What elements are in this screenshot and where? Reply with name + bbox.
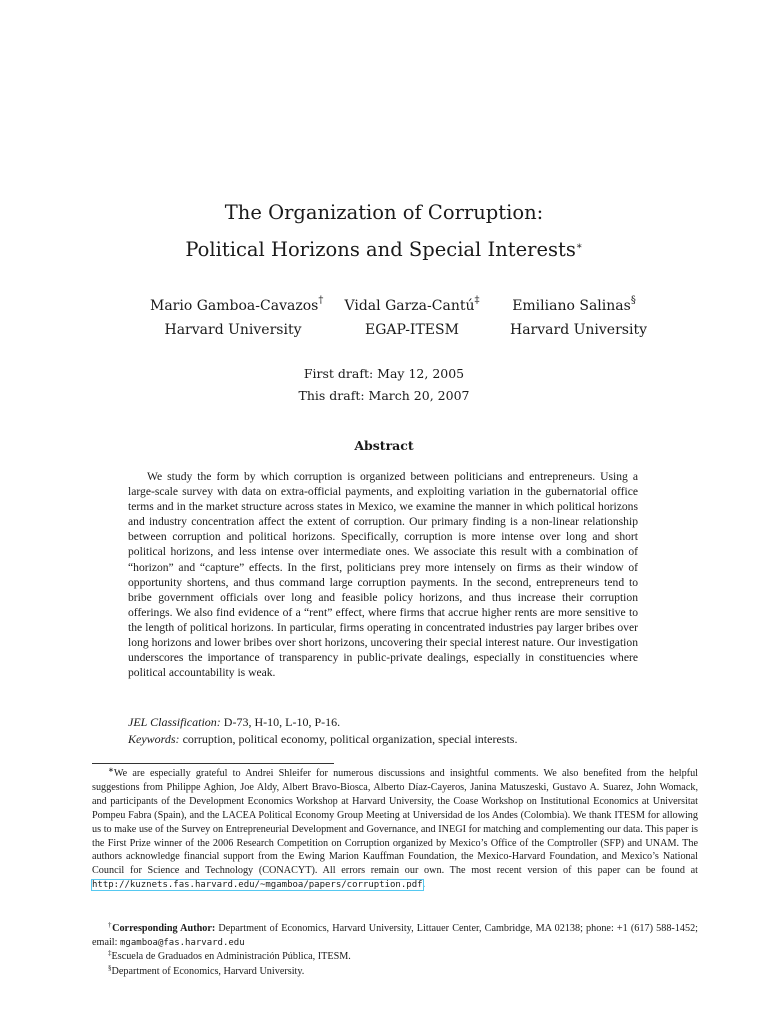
jel-classification: [128, 716, 638, 728]
footnote-mark: ‡: [108, 949, 112, 958]
author-name: Mario Gamboa-Cavazos†: [150, 295, 324, 314]
paper-title-line-2: Political Horizons and Special Interests∗: [185, 238, 583, 261]
author-name: Vidal Garza-Cantú‡: [344, 295, 480, 314]
jel-codes: D-73, H-10, L-10, P-16.: [223, 715, 341, 729]
footnote-affiliation-egap: [108, 950, 698, 964]
keywords-value: corruption, political economy, political organization, special interests.: [182, 732, 518, 746]
abstract-heading: Abstract: [354, 438, 414, 453]
author-block: [510, 295, 647, 338]
footnote-text: Department of Economics, Harvard University, Littauer Center, Cambridge, MA 02138; phone: +1 (617) 588-1452; email:: [92, 923, 699, 948]
jel-label: JEL Classification:: [128, 715, 221, 729]
abstract-body: We study the form by which corruption is organized between politicians and entrepreneurs. Using a large-scale survey with data on extra-official payments, and exploiting variation in the gubernatorial office terms and in the market structure across states in Mexico, we examine the manner in which political horizons and industry concentration affect the extent of corruption. Our primary finding is a non-linear relationship between corruption and political horizons. Specifically, corruption is more intense over long and short political horizons, and less intense over intermediate ones. We associate this result with a combination of “horizon” and “capture” effects. In the first, politicians prey more intensely on firms as their window of opportunity shortens, and thus command large corruption payments. In the second, entrepreneurs tend to bribe government officials over long and feasible policy horizons, and thus increase their corruption offerings. We also find evidence of a “rent” effect, where firms that accrue higher rents are more sensitive to the length of political horizons. In particular, firms operating in concentrated industries pay larger bribes over long horizons and lower bribes over short horizons, uncovering their special interest nature. Our investigation underscores the importance of transparency in public-private dealings, especially in constituencies where political accountability is weak.: [128, 470, 638, 680]
footnote-text: Escuela de Graduados en Administración Pública, ITESM.: [111, 951, 351, 962]
keywords: [128, 733, 638, 745]
author-affiliation: EGAP-ITESM: [365, 322, 459, 338]
keywords-label: Keywords:: [128, 732, 180, 746]
footnote-mark: ∗: [108, 766, 114, 775]
author-name: Emiliano Salinas§: [512, 295, 636, 314]
title-footnote-mark[interactable]: ∗: [575, 241, 583, 252]
footnote-text: Department of Economics, Harvard University.: [111, 966, 305, 977]
first-draft-date: First draft: May 12, 2005: [303, 366, 465, 381]
author-block: [344, 295, 480, 338]
author-block: [150, 295, 324, 338]
paper-url-link[interactable]: http://kuznets.fas.harvard.edu/~mgamboa/papers/corruption.pdf: [92, 880, 423, 891]
email-address[interactable]: mgamboa@fas.harvard.edu: [120, 937, 245, 948]
footnote-acknowledgements: ∗We are especially grateful to Andrei Shleifer for numerous discussions and insightful comments. We also benefited from the helpful suggestions from Philippe Aghion, Joe Aldy, Albert Bravo-Biosca, Alberto Díaz-Cayeros, Janina Matuszeski, Gustavo A. Suarez, John Womack, and participants of the Development Economics Workshop at Harvard University, the Coase Workshop on Institutional Economics at Universitat Pompeu Fabra (Spain), and the LACEA Political Economy Group Meeting at Universidad de los Andes (Colombia). We thank ITESM for allowing us to make use of the Survey on Entrepreneurial Development and Governance, and INEGI for matching and complementing our data. This paper is the First Prize winner of the 2006 Research Competition on Corruption organized by Mexico’s Office of the Comptroller (SFP) and UNAM. The authors acknowledge financial support from the Ewing Marion Kauffman Foundation, the Mexico-Harvard Foundation, and Mexico’s National Council for Science and Technology (CONACYT). All errors remain our own. The most recent version of this paper can be found at http://kuznets.fas.harvard.edu/~mgamboa/papers/corruption.pdf.: [92, 766, 698, 891]
author-affiliation: Harvard University: [164, 322, 302, 338]
paper-title-line-1: The Organization of Corruption:: [224, 201, 544, 224]
author-footnote-mark[interactable]: †: [318, 295, 324, 306]
footnote-text: We are especially grateful to Andrei Shleifer for numerous discussions and insightful comments. We also benefited from the helpful suggestions from Philippe Aghion, Joe Aldy, Albert Bravo-Biosca, Alberto Díaz-Cayeros, Janina Matuszeski, Gustavo A. Suarez, John Womack, and participants of the Development Economics Workshop at Harvard University, the Coase Workshop on Institutional Economics at Universitat Pompeu Fabra (Spain), and the LACEA Political Economy Group Meeting at Universidad de los Andes (Colombia). We thank ITESM for allowing us to make use of the Survey on Entrepreneurial Development and Governance, and INEGI for matching and complementing our data. This paper is the First Prize winner of the 2006 Research Competition on Corruption organized by Mexico’s Office of the Comptroller (SFP) and UNAM. The authors acknowledge financial support from the Ewing Marion Kauffman Foundation, the Mexico-Harvard Foundation, and Mexico’s National Council for Science and Technology (CONACYT). All errors remain our own. The most recent version of this paper can be found at: [92, 768, 698, 877]
author-footnote-mark[interactable]: §: [630, 295, 636, 306]
corresponding-author-label: Corresponding Author:: [112, 923, 216, 934]
footnote-divider: [92, 763, 334, 764]
author-footnote-mark[interactable]: ‡: [474, 295, 480, 306]
footnote-mark: †: [108, 921, 113, 930]
author-affiliation: Harvard University: [510, 322, 647, 338]
footnote-corresponding-author: [92, 922, 698, 951]
this-draft-date: This draft: March 20, 2007: [298, 388, 470, 403]
footnote-affiliation-harvard: [108, 965, 698, 979]
footnote-mark: §: [108, 964, 112, 973]
